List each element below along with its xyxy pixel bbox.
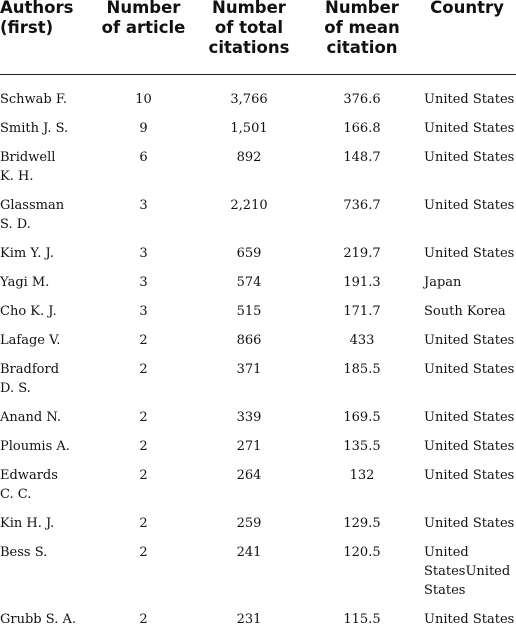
header-country-line: Country (430, 0, 504, 17)
mean-citation-cell: 129.5 (343, 516, 381, 531)
table-row (0, 75, 516, 113)
article-count-cell: 2 (139, 362, 148, 377)
mean-citation-cell: 135.5 (343, 439, 381, 454)
author-cell-line: Lafage V. (0, 333, 61, 348)
country-cell (418, 112, 516, 141)
country-cell-line: United States (424, 150, 515, 165)
article-count-cell: 2 (139, 333, 148, 348)
total-citations-cell: 892 (236, 150, 262, 165)
author-cell-line: Anand N. (0, 410, 62, 425)
table-row (0, 189, 516, 237)
author-cell-line: D. S. (0, 381, 31, 396)
country-cell-line: United States (424, 246, 515, 261)
table-row (0, 295, 516, 324)
country-cell-line: United States (424, 516, 515, 531)
author-cell (0, 401, 95, 430)
total-citations-cell: 2,210 (230, 198, 268, 213)
country-cell-line: States (424, 583, 466, 598)
country-cell (418, 353, 516, 401)
country-cell (418, 75, 516, 113)
article-count-cell: 2 (139, 468, 148, 483)
mean-citation-cell: 191.3 (343, 275, 381, 290)
total-citations-cell: 659 (236, 246, 262, 261)
table-row (0, 459, 516, 507)
author-cell-line: Bess S. (0, 545, 48, 560)
article-count-cell: 2 (139, 439, 148, 454)
country-cell-line: United States (424, 612, 515, 627)
total-citations-cell: 339 (236, 410, 262, 425)
author-cell-line: Bradford (0, 362, 60, 377)
country-cell (418, 507, 516, 536)
table-row (0, 112, 516, 141)
author-cell-line: S. D. (0, 217, 31, 232)
country-cell-line: United (424, 545, 469, 560)
author-cell (0, 430, 95, 459)
total-citations-cell: 264 (236, 468, 262, 483)
mean-citation-cell: 169.5 (343, 410, 381, 425)
article-count-cell: 10 (135, 92, 152, 107)
country-cell (418, 237, 516, 266)
country-cell-line: United States (424, 92, 515, 107)
article-count-cell: 3 (139, 304, 148, 319)
total-citations-cell: 866 (236, 333, 262, 348)
article-count-cell: 2 (139, 545, 148, 560)
header-articles-line: Number (106, 0, 181, 17)
mean-citation-cell: 433 (349, 333, 375, 348)
article-count-cell: 2 (139, 612, 148, 627)
country-cell (418, 536, 516, 603)
table-header (0, 0, 516, 75)
table-row (0, 603, 516, 632)
country-cell (418, 603, 516, 632)
author-cell-line: Schwab F. (0, 92, 68, 107)
author-cell-line: Bridwell (0, 150, 56, 165)
country-cell-line: United States (424, 121, 515, 136)
article-count-cell: 3 (139, 275, 148, 290)
country-cell (418, 430, 516, 459)
country-cell (418, 401, 516, 430)
country-cell-line: United States (424, 333, 515, 348)
country-cell (418, 266, 516, 295)
total-citations-cell: 259 (236, 516, 262, 531)
header-articles (95, 0, 192, 75)
header-articles-line: of article (101, 18, 186, 37)
header-country (418, 0, 516, 75)
country-cell-line: United States (424, 410, 515, 425)
table-row (0, 353, 516, 401)
author-cell-line: Ploumis A. (0, 439, 70, 454)
table-row (0, 237, 516, 266)
header-total-line: Number (212, 0, 286, 17)
mean-citation-cell: 376.6 (343, 92, 381, 107)
author-cell-line: Smith J. S. (0, 121, 69, 136)
author-cell (0, 353, 95, 401)
author-cell-line: Yagi M. (0, 275, 50, 290)
table-row (0, 507, 516, 536)
header-mean-line: of mean (324, 18, 400, 37)
author-cell (0, 75, 95, 113)
mean-citation-cell: 171.7 (343, 304, 381, 319)
author-cell (0, 507, 95, 536)
table-body (0, 75, 516, 633)
table-row (0, 266, 516, 295)
mean-citation-cell: 185.5 (343, 362, 381, 377)
country-cell-line: Japan (424, 275, 462, 290)
mean-citation-cell: 120.5 (343, 545, 381, 560)
table-row (0, 324, 516, 353)
author-cell (0, 237, 95, 266)
article-count-cell: 2 (139, 410, 148, 425)
header-authors-line: (first) (0, 18, 54, 37)
mean-citation-cell: 219.7 (343, 246, 381, 261)
table-row (0, 536, 516, 603)
mean-citation-cell: 115.5 (343, 612, 381, 627)
header-mean-line: citation (326, 38, 398, 57)
country-cell (418, 295, 516, 324)
author-cell-line: Edwards (0, 468, 58, 483)
country-cell (418, 324, 516, 353)
mean-citation-cell: 736.7 (343, 198, 381, 213)
total-citations-cell: 515 (236, 304, 262, 319)
total-citations-cell: 3,766 (230, 92, 268, 107)
country-cell-line: South Korea (424, 304, 506, 319)
article-count-cell: 3 (139, 246, 148, 261)
table-row (0, 401, 516, 430)
country-cell (418, 459, 516, 507)
country-cell-line: United States (424, 468, 515, 483)
author-cell (0, 295, 95, 324)
author-cell (0, 603, 95, 632)
header-authors (0, 0, 95, 75)
total-citations-cell: 241 (236, 545, 262, 560)
total-citations-cell: 231 (236, 612, 262, 627)
header-authors-line: Authors (0, 0, 74, 17)
author-cell (0, 324, 95, 353)
author-cell-line: Kim Y. J. (0, 246, 54, 261)
author-cell (0, 536, 95, 603)
total-citations-cell: 371 (236, 362, 262, 377)
country-cell-line: United States (424, 439, 515, 454)
table-row (0, 430, 516, 459)
article-count-cell: 2 (139, 516, 148, 531)
author-cell (0, 266, 95, 295)
country-cell (418, 189, 516, 237)
article-count-cell: 6 (139, 150, 148, 165)
header-total-citations (192, 0, 306, 75)
author-cell (0, 112, 95, 141)
header-total-line: of total (214, 18, 284, 37)
author-cell-line: Cho K. J. (0, 304, 57, 319)
header-mean-citation (306, 0, 418, 75)
country-cell (418, 141, 516, 189)
author-cell-line: Kin H. J. (0, 516, 55, 531)
mean-citation-cell: 166.8 (343, 121, 381, 136)
article-count-cell: 3 (139, 198, 148, 213)
mean-citation-cell: 148.7 (343, 150, 381, 165)
author-cell (0, 141, 95, 189)
header-mean-line: Number (325, 0, 399, 17)
total-citations-cell: 1,501 (230, 121, 268, 136)
table-row (0, 141, 516, 189)
mean-citation-cell: 132 (349, 468, 375, 483)
author-cell (0, 189, 95, 237)
author-cell-line: Grubb S. A. (0, 612, 76, 627)
author-cell (0, 459, 95, 507)
article-count-cell: 9 (139, 121, 148, 136)
total-citations-cell: 574 (236, 275, 262, 290)
country-cell-line: United States (424, 198, 515, 213)
country-cell-line: United States (424, 362, 515, 377)
country-cell-line: StatesUnited (424, 564, 511, 579)
author-cell-line: K. H. (0, 169, 34, 184)
author-cell-line: Glassman (0, 198, 65, 213)
author-cell-line: C. C. (0, 487, 32, 502)
header-total-line: citations (208, 38, 290, 57)
total-citations-cell: 271 (236, 439, 262, 454)
